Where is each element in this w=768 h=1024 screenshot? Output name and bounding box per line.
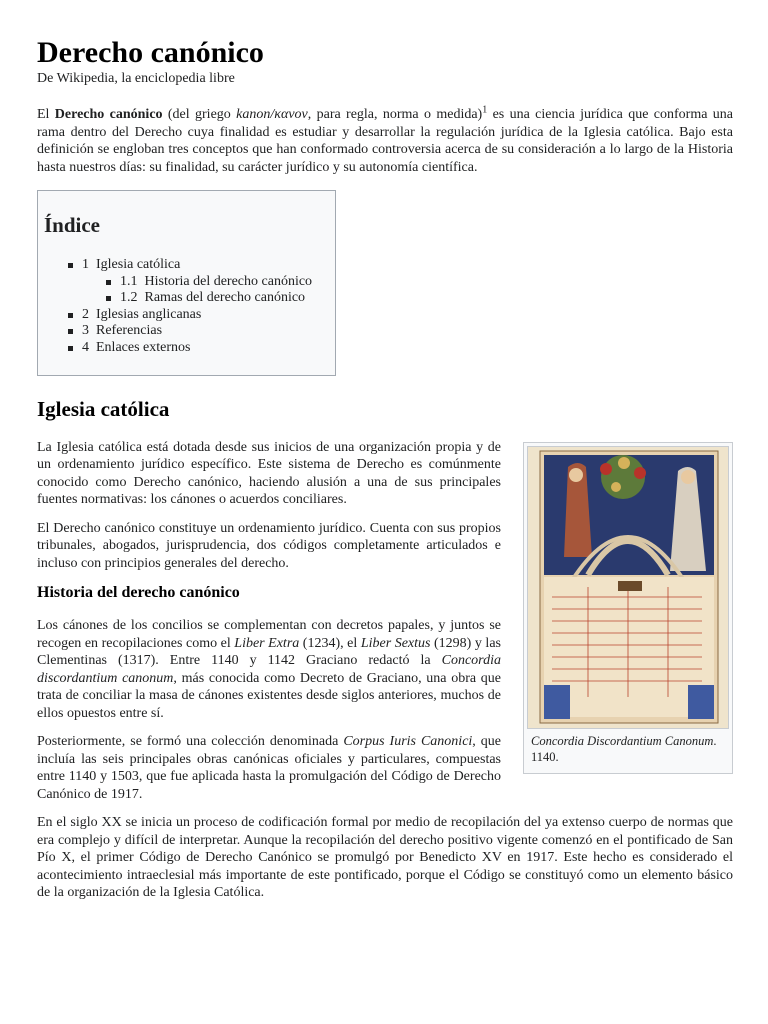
- historia-paragraph-1: Los cánones de los concilios se complementan con decretos papales, y juntos se recogen en recopilaciones como el Liber Extra (1234), el Liber Sextus (1298) y las Clementinas (1317). Entre 1140 y 1142 Graciano redactó la Concordia discordantium canonum, más conocida como Decreto de Graciano, una obra que trata de conciliar la masa de cánones existentes desde siglos anteriores, muchos de ellos opuestos entre sí.: [37, 618, 502, 721]
- section1-paragraph-1: La Iglesia católica está dotada desde sus inicios de una organización propia y de un ordenamiento jurídico específico. Este sistema de Derecho es comúnmente conocido como Derecho canónico, haciendo alusión a una de sus principales fuentes normativas: los cánones o acuerdos conciliares.: [37, 439, 501, 508]
- intro-greek-term: kanon/κανον: [236, 107, 308, 122]
- manuscript-illumination-image[interactable]: [527, 446, 729, 729]
- toc-item-historia[interactable]: 1.1 Historia del derecho canónico: [82, 274, 325, 291]
- intro-bold-term: Derecho canónico: [54, 107, 163, 122]
- toc-item-enlaces[interactable]: 4 Enlaces externos: [44, 340, 325, 357]
- toc-item-anglicanas[interactable]: 2 Iglesias anglicanas: [44, 307, 325, 324]
- page-title: Derecho canónico: [37, 36, 264, 69]
- section-heading-iglesia-catolica: Iglesia católica: [37, 396, 170, 421]
- intro-paragraph: El Derecho canónico (del griego kanon/κανον, para regla, norma o medida)$^1$ es una ciencia jurídica que conforma una rama dentro del Derecho cuya finalidad es estudiar y desarrollar la regulación jurídica de la Iglesia católica. Bajo esta definición se engloban tres conceptos que han conformado controversia acerca de su consideración a lo largo de la Historia hasta nuestros días: su finalidad, su carácter jurídico y su autonomía científica.: [37, 104, 734, 175]
- toc-item-ramas[interactable]: 1.2 Ramas del derecho canónico: [82, 290, 325, 307]
- section1-paragraph-2: El Derecho canónico constituye un ordenamiento jurídico. Cuenta con sus propios tribunales, abogados, jurisprudencia, dos códigos completamente articulados e incluso con principios generales del derecho.: [37, 520, 501, 571]
- figure-caption: Concordia Discordantium Canonum. 1140.: [531, 733, 717, 765]
- toc-item-referencias[interactable]: 3 Referencias: [44, 323, 325, 340]
- subsection-heading-historia: Historia del derecho canónico: [37, 584, 240, 602]
- page-subtitle: De Wikipedia, la enciclopedia libre: [37, 71, 235, 86]
- figure-thumbnail: [523, 442, 733, 774]
- toc-title: Índice: [44, 213, 101, 237]
- table-of-contents: [37, 190, 336, 376]
- toc-item-iglesia-catolica[interactable]: 1 Iglesia católica 1.1 Historia del derecho canónico 1.2 Ramas del derecho canónico: [44, 257, 325, 307]
- historia-paragraph-2: Posteriormente, se formó una colección denominada Corpus Iuris Canonici, que incluía las seis principales obras canónicas oficiales y particulares, compuestas entre 1140 y 1503, que fue aplicada hasta la promulgación del Código de Derecho Canónico de 1917.: [37, 734, 501, 802]
- historia-paragraph-3: En el siglo XX se inicia un proceso de codificación formal por medio de recopilación del ya extenso cuerpo de normas que era complejo y difícil de interpretar. Aunque la recopilación del derecho positivo vigente comenzó en el pontificado de San Pío X, el primer Código de Derecho Canónico se promulgó por Benedicto XV en 1917. Este hecho es considerado el acontecimiento intraeclesial más importante de este pontificado, porque el Código se constituyó como un elemento básico de la organización de la Iglesia Católica.: [37, 815, 733, 901]
- reference-link-1[interactable]: 1: [482, 104, 488, 116]
